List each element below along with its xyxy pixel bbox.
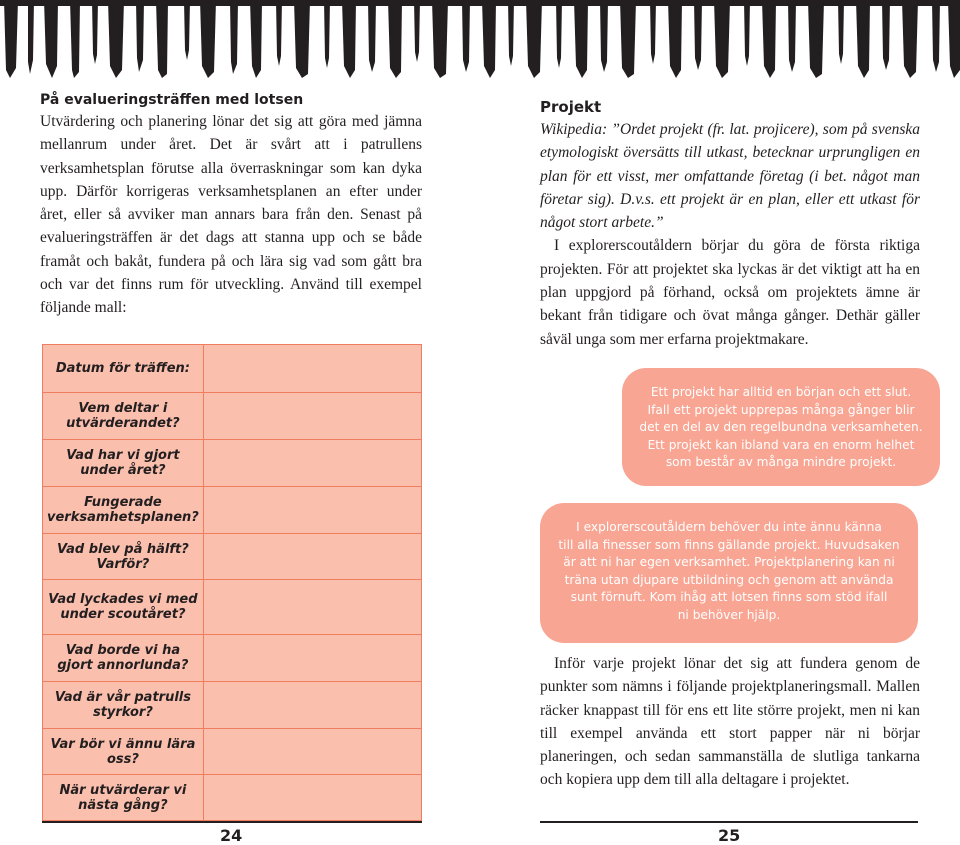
callout-line: I explorerscoutåldern behöver du inte ännu känna	[576, 520, 882, 534]
left-section-title: På evalueringsträffen med lotsen	[40, 92, 304, 108]
callout-line: Ett projekt har alltid en början och ett slut.	[650, 385, 912, 399]
table-question: Vad borde vi ha gjort annorlunda?	[43, 635, 204, 682]
callout-line: det en del av den regelbundna verksamheten.	[639, 420, 923, 434]
table-answer-cell	[203, 580, 421, 635]
table-row	[43, 534, 422, 580]
forest-trees-icon	[0, 0, 960, 78]
evaluation-template-table	[42, 344, 422, 821]
wikipedia-quote: Wikipedia: ”Ordet projekt (fr. lat. projicere), som på svenska etymologiskt översätts till utkast, betecknar urprungligen en plan för ett visst, mer omfattande företag (i bet. något man företar sig). D.v.s. ett projekt är en plan, eller ett utkast för något stort arbete.”	[540, 121, 920, 232]
table-question: När utvärderar vi nästa gång?	[43, 775, 204, 821]
project-definition-callout	[622, 368, 940, 486]
table-row	[43, 393, 422, 440]
left-page	[40, 92, 422, 320]
table-row	[43, 345, 422, 393]
callout-line: träna utan djupare utbildning och genom att använda	[564, 572, 894, 587]
callout-line: Ifall ett projekt upprepas många gånger blir	[647, 402, 915, 417]
callout-line: Ett projekt kan ibland vara en enorm helhet	[647, 437, 915, 452]
table-answer-cell	[203, 487, 421, 534]
table-question: Vad blev på hälft? Varför?	[43, 534, 204, 580]
callout-line: som består av många mindre projekt.	[665, 455, 897, 469]
table-answer-cell	[203, 440, 421, 487]
table-row	[43, 729, 422, 775]
table-answer-cell	[203, 682, 421, 729]
table-question: Vad är vår patrulls styrkor?	[43, 682, 204, 729]
table-row	[43, 682, 422, 729]
table-answer-cell	[203, 534, 421, 580]
right-section-title: Projekt	[540, 98, 602, 116]
callout-line: är att ni har egen verksamhet. Projektplanering kan ni	[563, 555, 895, 569]
callout-line: till alla finesser som finns gällande projekt. Huvudsaken	[558, 537, 900, 552]
table-question: Var bör vi ännu lära oss?	[43, 729, 204, 775]
table-question: Vem deltar i utvärderandet?	[43, 393, 204, 440]
table-answer-cell	[203, 775, 421, 821]
left-intro-paragraph: Utvärdering och planering lönar det sig att göra med jämna mellanrum under året. Det är svårt att i patrullens verksamhetsplan förutse alla överraskningar som kan dyka upp. Därför korrigeras verksamhetsplanen an efter under året, eller så avviker man annars bara från den. Senast på evalueringsträffen är det dags att stanna upp och se både framåt och bakåt, fundera på och lära sig vad som gått bra och var det finns rum för utveckling. Använd till exempel följande mall:	[40, 113, 422, 317]
explorer-advice-callout	[540, 503, 918, 643]
table-answer-cell	[203, 393, 421, 440]
table-answer-cell	[203, 635, 421, 682]
table-question: Fungerade verksamhetsplanen?	[43, 487, 204, 534]
table-row	[43, 635, 422, 682]
callout-line: ni behöver hjälp.	[677, 607, 781, 622]
right-page-number: 25	[718, 826, 741, 845]
table-answer-cell	[203, 345, 421, 393]
right-page	[540, 98, 920, 351]
table-answer-cell	[203, 729, 421, 775]
right-bottom-text	[540, 652, 920, 792]
table-question: Datum för träffen:	[43, 345, 204, 393]
left-page-number: 24	[220, 826, 243, 845]
right-bottom-rule	[540, 821, 918, 823]
table-row	[43, 580, 422, 635]
left-bottom-rule	[42, 821, 422, 823]
table-question: Vad har vi gjort under året?	[43, 440, 204, 487]
table-row	[43, 487, 422, 534]
right-intro-paragraph: I explorerscoutåldern börjar du göra de första riktiga projekten. För att projektet ska lyckas är det viktigt att ha en plan uppgjord på förhand, också om projektets ämne är bekant från tidigare och övat många gånger. Dethär gäller såväl unga som mer erfarna projektmakare.	[540, 237, 920, 348]
table-row	[43, 440, 422, 487]
planning-template-paragraph: Inför varje projekt lönar det sig att fundera genom de punkter som nämns i följande projektplaneringsmall. Mallen räcker knappast till för ens ett lite större projekt, men ni kan till exempel använda ett stort papper när ni börjar planeringen, och sedan sammanställa de slutliga tankarna och kopiera upp dem till alla deltagare i projektet.	[540, 655, 920, 789]
callout-line: sunt förnuft. Kom ihåg att lotsen finns som stöd ifall	[570, 590, 888, 604]
table-question: Vad lyckades vi med under scoutåret?	[43, 580, 204, 635]
table-row	[43, 775, 422, 821]
